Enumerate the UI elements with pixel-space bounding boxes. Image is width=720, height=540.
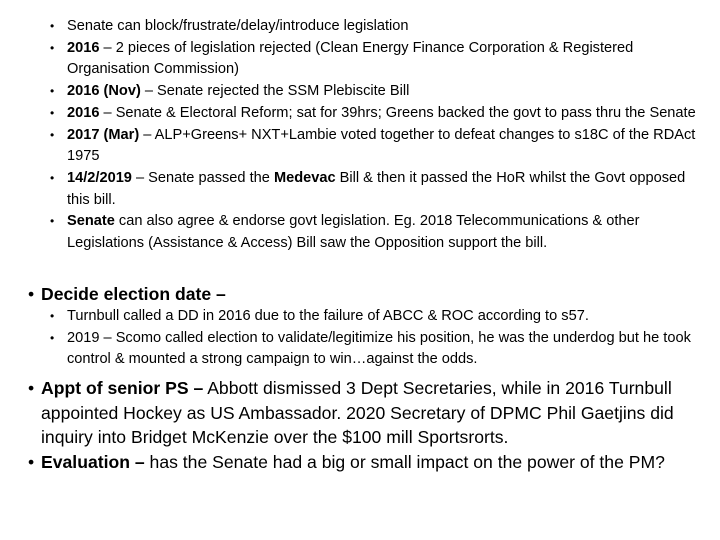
election-list xyxy=(50,306,705,371)
election-heading-list xyxy=(28,282,708,307)
list-item: • 2017 (Mar) – ALP+Greens+ NXT+Lambie voted together to defeat changes to s18C of the RDAct 1975 xyxy=(50,125,705,168)
list-item: • 2019 – Scomo called election to validate/legitimize his position, he was the underdog but he took control & mounted a strong campaign to win…against the odds. xyxy=(50,328,705,371)
list-item: • 14/2/2019 – Senate passed the Medevac Bill & then it passed the HoR whilst the Govt opposed this bill. xyxy=(50,168,705,211)
senate-powers-list xyxy=(50,16,705,255)
list-item: • 2016 (Nov) – Senate rejected the SSM Plebiscite Bill xyxy=(50,81,705,103)
list-item: • 2016 – 2 pieces of legislation rejected (Clean Energy Finance Corporation & Registered Organisation Commission) xyxy=(50,38,705,81)
list-item-appt-senior-ps: • Appt of senior PS – Abbott dismissed 3 Dept Secretaries, while in 2016 Turnbull appointed Hockey as US Ambassador. 2020 Secretary of DPMC Phil Gaetjins did inquiry into Bridget McKenzie over the $100 mill Sportsrorts. xyxy=(28,376,708,450)
list-item: • Senate can block/frustrate/delay/introduce legislation xyxy=(50,16,705,38)
heading-decide-election-date: • Decide election date – xyxy=(28,282,708,307)
list-item-evaluation: • Evaluation – has the Senate had a big or small impact on the power of the PM? xyxy=(28,450,708,475)
list-item: • Senate can also agree & endorse govt legislation. Eg. 2018 Telecommunications & other Legislations (Assistance & Access) Bill saw the Opposition support the bill. xyxy=(50,211,705,254)
main-points-list xyxy=(28,376,708,474)
list-item: • Turnbull called a DD in 2016 due to the failure of ABCC & ROC according to s57. xyxy=(50,306,705,328)
list-item: • 2016 – Senate & Electoral Reform; sat for 39hrs; Greens backed the govt to pass thru the Senate xyxy=(50,103,705,125)
